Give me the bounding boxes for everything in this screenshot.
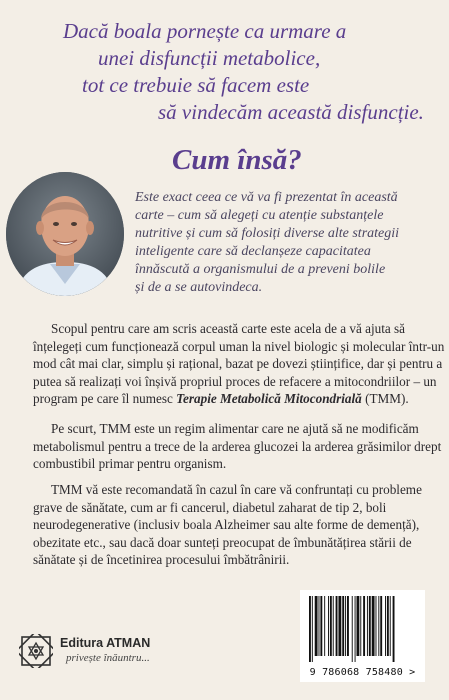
barcode-bar: [380, 596, 382, 656]
quote-line: Dacă boala pornește ca urmare a: [63, 19, 347, 43]
barcode: [300, 590, 425, 682]
barcode-bar: [390, 596, 391, 656]
barcode-bar: [345, 596, 346, 656]
question-heading: Cum însă?: [172, 144, 302, 176]
cover-quote: [0, 18, 449, 126]
paragraph-line-prefix: program pe care îl numesc: [33, 391, 177, 407]
publisher-name: Editura ATMAN: [60, 636, 151, 650]
barcode-bar: [324, 596, 325, 656]
paragraph-line: obezitate etc., sau dacă doar sunteți preocupat de îmbunătățirea stării de: [33, 534, 412, 550]
intro-line: și de a se autovindeca.: [135, 280, 263, 295]
quote-line: tot ce trebuie să facem este: [82, 73, 310, 97]
intro-line: înnăscută a organismului de a preveni bolile: [135, 262, 386, 277]
paragraph-purpose: [33, 320, 445, 408]
barcode-bar: [330, 596, 332, 656]
barcode-bar: [338, 596, 341, 656]
barcode-bar: [367, 596, 368, 656]
barcode-bar: [357, 596, 360, 656]
paragraph-line: Pe scurt, TMM este un regim alimentar care ne ajută să ne modificăm: [51, 421, 419, 436]
intro-line: Este exact ceea ce vă va fi prezentat în această: [135, 190, 398, 205]
isbn-number: 9 786068 758480 >: [309, 667, 416, 678]
publisher-tagline: privește înăuntru...: [66, 652, 150, 664]
paragraph-line: Scopul pentru care am scris această carte este acela de a vă ajuta să: [51, 321, 406, 336]
barcode-bar: [315, 596, 318, 656]
paragraph-summary: [33, 420, 442, 473]
barcode-bar: [309, 596, 311, 662]
paragraph-line: [33, 390, 425, 408]
paragraph-line: mod cât mai clar, simplu și rațional, bazat pe dovezi științifice, dar și pentru a: [33, 356, 443, 372]
barcode-bar: [333, 596, 334, 656]
therapy-term: Terapie Metabolică Mitocondrială: [176, 391, 362, 407]
paragraph-line: sănătate și de încetinirea procesului îmbătrânirii.: [33, 552, 290, 568]
barcode-bar: [372, 596, 375, 656]
intro-line: carte – cum să alegeți cu atenție substanțele: [135, 208, 384, 223]
barcode-bar: [378, 596, 379, 656]
barcode-bar: [387, 596, 389, 656]
paragraph-line: putea să realizați voi înșivă propriul proces de refacere a mitocondriilor – un: [33, 373, 437, 389]
intro-line: nutritive și cum să folosiți diverse alte strategii: [135, 226, 400, 241]
barcode-bar: [342, 596, 344, 656]
barcode-bar: [385, 596, 386, 656]
publisher-logo-icon: [19, 634, 53, 668]
barcode-bar: [320, 596, 322, 656]
paragraph-line-suffix: (TMM).: [361, 391, 409, 407]
barcode-bar: [352, 596, 353, 662]
paragraph-recommendation: [33, 481, 425, 569]
barcode-bar: [336, 596, 338, 656]
barcode-icon: [309, 596, 416, 662]
paragraph-line: neurodegenerative (inclusiv boala Alzheimer sau alte forme de demență),: [33, 517, 420, 533]
barcode-bar: [312, 596, 313, 662]
barcode-bar: [347, 596, 349, 656]
paragraph-line: grave de sănătate, cum ar fi cancerul, diabetul zaharat de tip 2, boli: [33, 499, 387, 515]
barcode-bar: [369, 596, 371, 656]
intro-text: [135, 189, 435, 297]
author-portrait-icon: [6, 172, 124, 296]
author-photo: [6, 172, 124, 296]
barcode-bar: [360, 596, 361, 656]
barcode-bar: [355, 596, 356, 662]
paragraph-line: combustibil primar pentru organism.: [33, 456, 227, 472]
quote-line: unei disfuncții metabolice,: [98, 46, 321, 70]
intro-line: inteligente care să declanșeze capacitatea: [135, 244, 371, 259]
barcode-bar: [319, 596, 320, 656]
quote-line: să vindecăm această disfuncție.: [158, 100, 424, 124]
barcode-bar: [328, 596, 329, 656]
paragraph-line: înțelegeți cum funcționează corpul uman la nivel biologic și molecular într-un: [33, 338, 445, 354]
paragraph-line: metabolismul pentru a trece de la arderea glucozei la arderea grăsimilor drept: [33, 438, 442, 454]
paragraph-line: TMM vă este recomandată în cazul în care vă confruntați cu probleme: [51, 482, 422, 497]
barcode-bar: [363, 596, 365, 656]
barcode-bar: [376, 596, 377, 656]
barcode-bar: [393, 596, 395, 662]
